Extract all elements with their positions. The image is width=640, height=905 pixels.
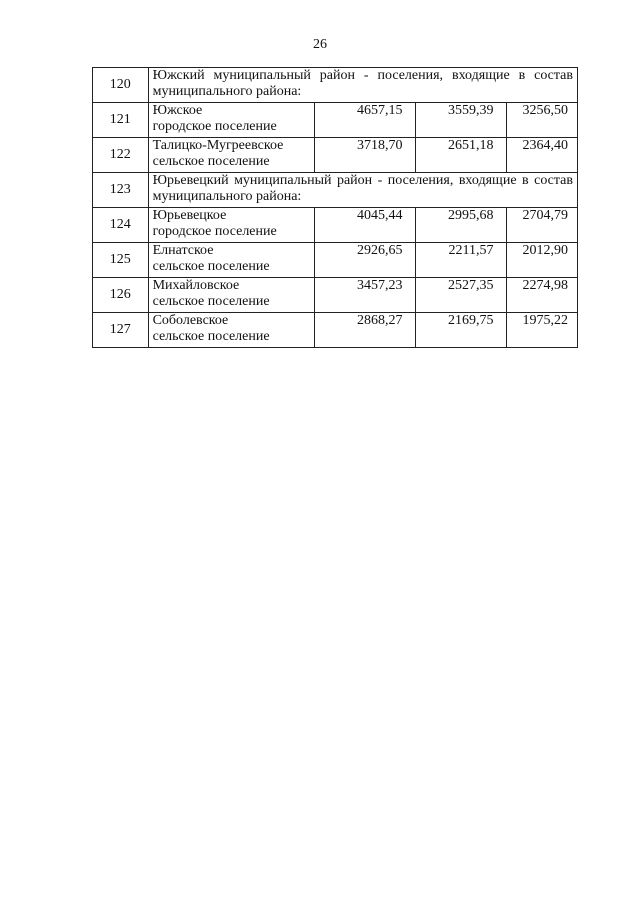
region-heading: Южский муниципальный район - поселения, входящие в состав муниципального района:	[148, 68, 577, 103]
value-cell-3: 2364,40	[506, 138, 577, 173]
value-cell-1: 3457,23	[314, 278, 415, 313]
page-number: 26	[313, 37, 327, 52]
row-number: 127	[93, 313, 149, 348]
settlement-name-line1: Михайловское	[152, 278, 240, 293]
table-row	[93, 173, 578, 208]
value-cell-1: 4657,15	[314, 103, 415, 138]
value-cell-2: 2651,18	[415, 138, 506, 173]
settlement-name	[148, 278, 314, 313]
row-number: 122	[93, 138, 149, 173]
value-cell-1: 2868,27	[314, 313, 415, 348]
value-cell-1: 2926,65	[314, 243, 415, 278]
table-row	[93, 68, 578, 103]
row-number: 126	[93, 278, 149, 313]
settlement-name-line2: сельское поселение	[152, 259, 270, 274]
settlement-name-line2: городское поселение	[152, 119, 277, 134]
settlement-name-line2: сельское поселение	[152, 329, 270, 344]
table-row	[93, 243, 578, 278]
settlement-name	[148, 243, 314, 278]
value-cell-3: 2274,98	[506, 278, 577, 313]
row-number: 124	[93, 208, 149, 243]
settlement-name-line2: сельское поселение	[152, 294, 270, 309]
settlement-name-line1: Южское	[152, 103, 203, 118]
settlement-name-line1: Елнатское	[152, 243, 214, 258]
value-cell-1: 3718,70	[314, 138, 415, 173]
row-number: 120	[93, 68, 149, 103]
table-row	[93, 278, 578, 313]
settlement-name-line1: Юрьевецкое	[152, 208, 227, 223]
table-row	[93, 103, 578, 138]
settlement-name	[148, 313, 314, 348]
settlement-name	[148, 103, 314, 138]
settlement-name-line1: Соболевское	[152, 313, 229, 328]
settlement-name-line1: Талицко-Мугреевское	[152, 138, 284, 153]
row-number: 123	[93, 173, 149, 208]
value-cell-2: 2527,35	[415, 278, 506, 313]
value-cell-3: 2012,90	[506, 243, 577, 278]
region-heading: Юрьевецкий муниципальный район - поселения, входящие в состав муниципального района:	[148, 173, 577, 208]
value-cell-3: 1975,22	[506, 313, 577, 348]
value-cell-2: 3559,39	[415, 103, 506, 138]
table-row	[93, 208, 578, 243]
value-cell-2: 2995,68	[415, 208, 506, 243]
row-number: 121	[93, 103, 149, 138]
table-row	[93, 313, 578, 348]
value-cell-1: 4045,44	[314, 208, 415, 243]
value-cell-3: 3256,50	[506, 103, 577, 138]
settlement-name-line2: сельское поселение	[152, 154, 270, 169]
row-number: 125	[93, 243, 149, 278]
value-cell-2: 2211,57	[415, 243, 506, 278]
settlement-name-line2: городское поселение	[152, 224, 277, 239]
settlements-table	[92, 67, 578, 348]
settlement-name	[148, 208, 314, 243]
value-cell-2: 2169,75	[415, 313, 506, 348]
table-row	[93, 138, 578, 173]
settlement-name	[148, 138, 314, 173]
value-cell-3: 2704,79	[506, 208, 577, 243]
